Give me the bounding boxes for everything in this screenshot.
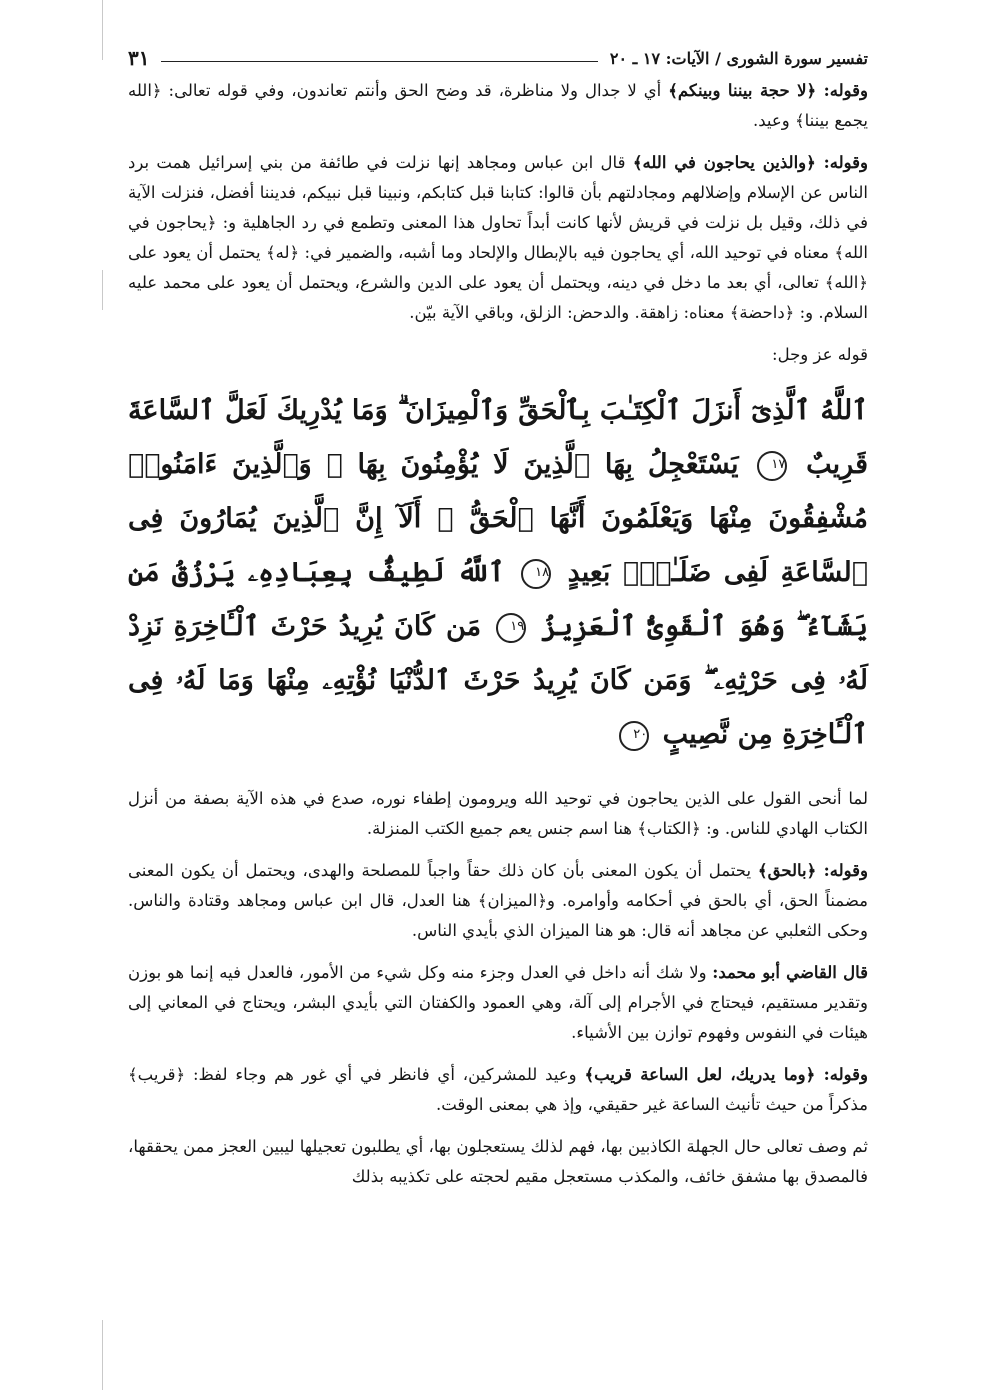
page-header xyxy=(128,40,868,70)
paragraph xyxy=(128,1060,868,1120)
quran-verse-text: ٱللَّهُ ٱلَّذِىٓ أَنزَلَ ٱلْكِتَـٰبَ بِٱلْحَقِّ وَٱلْمِيزَانَ ۗ وَمَا يُدْرِيكَ لَعَلَّ ٱلسَّاعَةَ قَرِيبٌ xyxy=(128,395,868,480)
paragraph-lead: وقوله: ﴿لا حجة بيننا وبينكم﴾ xyxy=(668,81,868,100)
paragraph xyxy=(128,784,868,844)
paragraph-text: قوله عز وجل: xyxy=(772,345,868,364)
scan-edge-mark xyxy=(102,0,103,60)
paragraph-text: يحتمل أن يكون المعنى بأن كان ذلك حقاً واجباً للمصلحة والهدى، ويحتمل أن يكون المعنى مضمناً الحق، أي بالحق في أحكامه وأوامره. و﴿الميزان﴾ هنا العدل، قال ابن عباس ومجاهد وقتادة والناس. وحكى الثعلبي عن مجاهد أنه قال: هو هنا الميزان الذي بأيدي الناس. xyxy=(128,861,868,940)
paragraph xyxy=(128,856,868,946)
scan-edge-mark xyxy=(102,270,103,310)
quran-verse-text: مَن كَانَ يُرِيدُ حَرْثَ ٱلْـَٔاخِرَةِ نَزِدْ لَهُۥ فِى حَرْثِهِۦ ۖ وَمَن كَانَ يُرِيدُ حَرْثَ ٱلدُّنْيَا نُؤْتِهِۦ مِنْهَا وَمَا لَهُۥ فِى ٱلْـَٔاخِرَةِ مِن نَّصِيبٍ xyxy=(128,611,868,750)
quran-verses xyxy=(128,384,868,762)
paragraph-lead: وقوله: ﴿وما يدريك، لعل الساعة قريب﴾ xyxy=(584,1065,868,1084)
paragraph xyxy=(128,1132,868,1192)
running-head: تفسير سورة الشورى / الآيات: ١٧ ـ ٢٠ xyxy=(609,49,868,68)
paragraph-text: ثم وصف تعالى حال الجهلة الكاذبين بها، فهم لذلك يستعجلون بها، أي يطلبون تعجيلها ليبين العجز ممن يحققها، فالمصدق بها مشفق خائف، والمكذب مستعجل مقيم لحجته على تكذيبه بذلك xyxy=(128,1137,868,1186)
paragraph-lead: وقوله: ﴿والذين يحاجون في الله﴾ xyxy=(632,153,868,172)
paragraph xyxy=(128,148,868,328)
ayah-number-marker: ١٩ xyxy=(496,613,526,643)
paragraph-lead: قال القاضي أبو محمد: xyxy=(712,963,868,982)
scan-edge-mark xyxy=(102,1320,103,1390)
paragraph-lead: وقوله: ﴿بالحق﴾ xyxy=(757,861,869,880)
ayah-number-marker: ١٨ xyxy=(521,559,551,589)
paragraph xyxy=(128,958,868,1048)
page-content xyxy=(128,76,868,1192)
quran-verse-text: ٱللَّهُ لَطِيفٌۢ بِعِبَادِهِۦ يَرْزُقُ مَن يَشَآءُ ۖ وَهُوَ ٱلْقَوِىُّ ٱلْعَزِيزُ xyxy=(128,557,868,642)
page-number: ٣١ xyxy=(128,46,150,70)
ayah-number-marker: ٢٠ xyxy=(619,721,649,751)
paragraph-text: قال ابن عباس ومجاهد إنها نزلت في طائفة من بني إسرائيل همت برد الناس عن الإسلام وإضلالهم ومجادلتهم بأن قالوا: كتابنا قبل كتابكم، ونبينا قبل نبيكم، فديننا أفضل، فنزلت الآية في ذلك، وقيل بل نزلت في قريش لأنها كانت أبداً تحاول هذا المعنى وتطمع في رد الجاهلية و: ﴿يحاجون في الله﴾ معناه في توحيد الله، أي يحاجون فيه بالإبطال والإلحاد وما أشبه، والضمير في: ﴿له﴾ يحتمل أن يعود على ﴿الله﴾ تعالى، أي بعد ما دخل في دينه، ويحتمل أن يعود على الدين والشرع، ويحتمل أن يعود على محمد عليه السلام. و: ﴿داحضة﴾ معناه: زاهقة. والدحض: الزلق، وباقي الآية بيّن. xyxy=(128,153,868,322)
paragraph-text: أي لا جدال ولا مناظرة، قد وضح الحق وأنتم تعاندون، وفي قوله تعالى: ﴿الله يجمع بيننا﴾ وعيد. xyxy=(128,81,868,130)
paragraph xyxy=(128,340,868,370)
ayah-number-marker: ١٧ xyxy=(757,451,787,481)
paragraph-text: ولا شك أنه داخل في العدل وجزء منه وكل شيء من الأمور، فالعدل فيه إنما هو بوزن وتقدير مستقيم، فيحتاج في الأجرام إلى آلة، وهي العمود والكفتان التي بأيدي البشر، ويحتاج في المعاني إلى هيئات في النفوس وفهوم توازن بين الأشياء. xyxy=(128,963,868,1042)
paragraph xyxy=(128,76,868,136)
book-page xyxy=(128,40,868,1380)
header-rule xyxy=(161,61,597,62)
paragraph-text: لما أنحى القول على الذين يحاجون في توحيد الله ويرومون إطفاء نوره، صدع في هذه الآية بصفة من أنزل الكتاب الهادي للناس. و: ﴿الكتاب﴾ هنا اسم جنس يعم جميع الكتب المنزلة. xyxy=(128,789,868,838)
quran-verse-text: يَسْتَعْجِلُ بِهَا ٱلَّذِينَ لَا يُؤْمِنُونَ بِهَا ۖ وَٱلَّذِينَ ءَامَنُوا۟ مُشْفِقُونَ مِنْهَا وَيَعْلَمُونَ أَنَّهَا ٱلْحَقُّ ۗ أَلَآ إِنَّ ٱلَّذِينَ يُمَارُونَ فِى ٱلسَّاعَةِ لَفِى ضَلَـٰلٍۭ بَعِيدٍ xyxy=(128,449,868,588)
paragraph-text: وعيد للمشركين، أي فانظر في أي غور هم وجاء لفظ: ﴿قريب﴾ مذكراً من حيث تأنيث الساعة غير حقيقي، وإذ هي بمعنى الوقت. xyxy=(128,1065,868,1114)
